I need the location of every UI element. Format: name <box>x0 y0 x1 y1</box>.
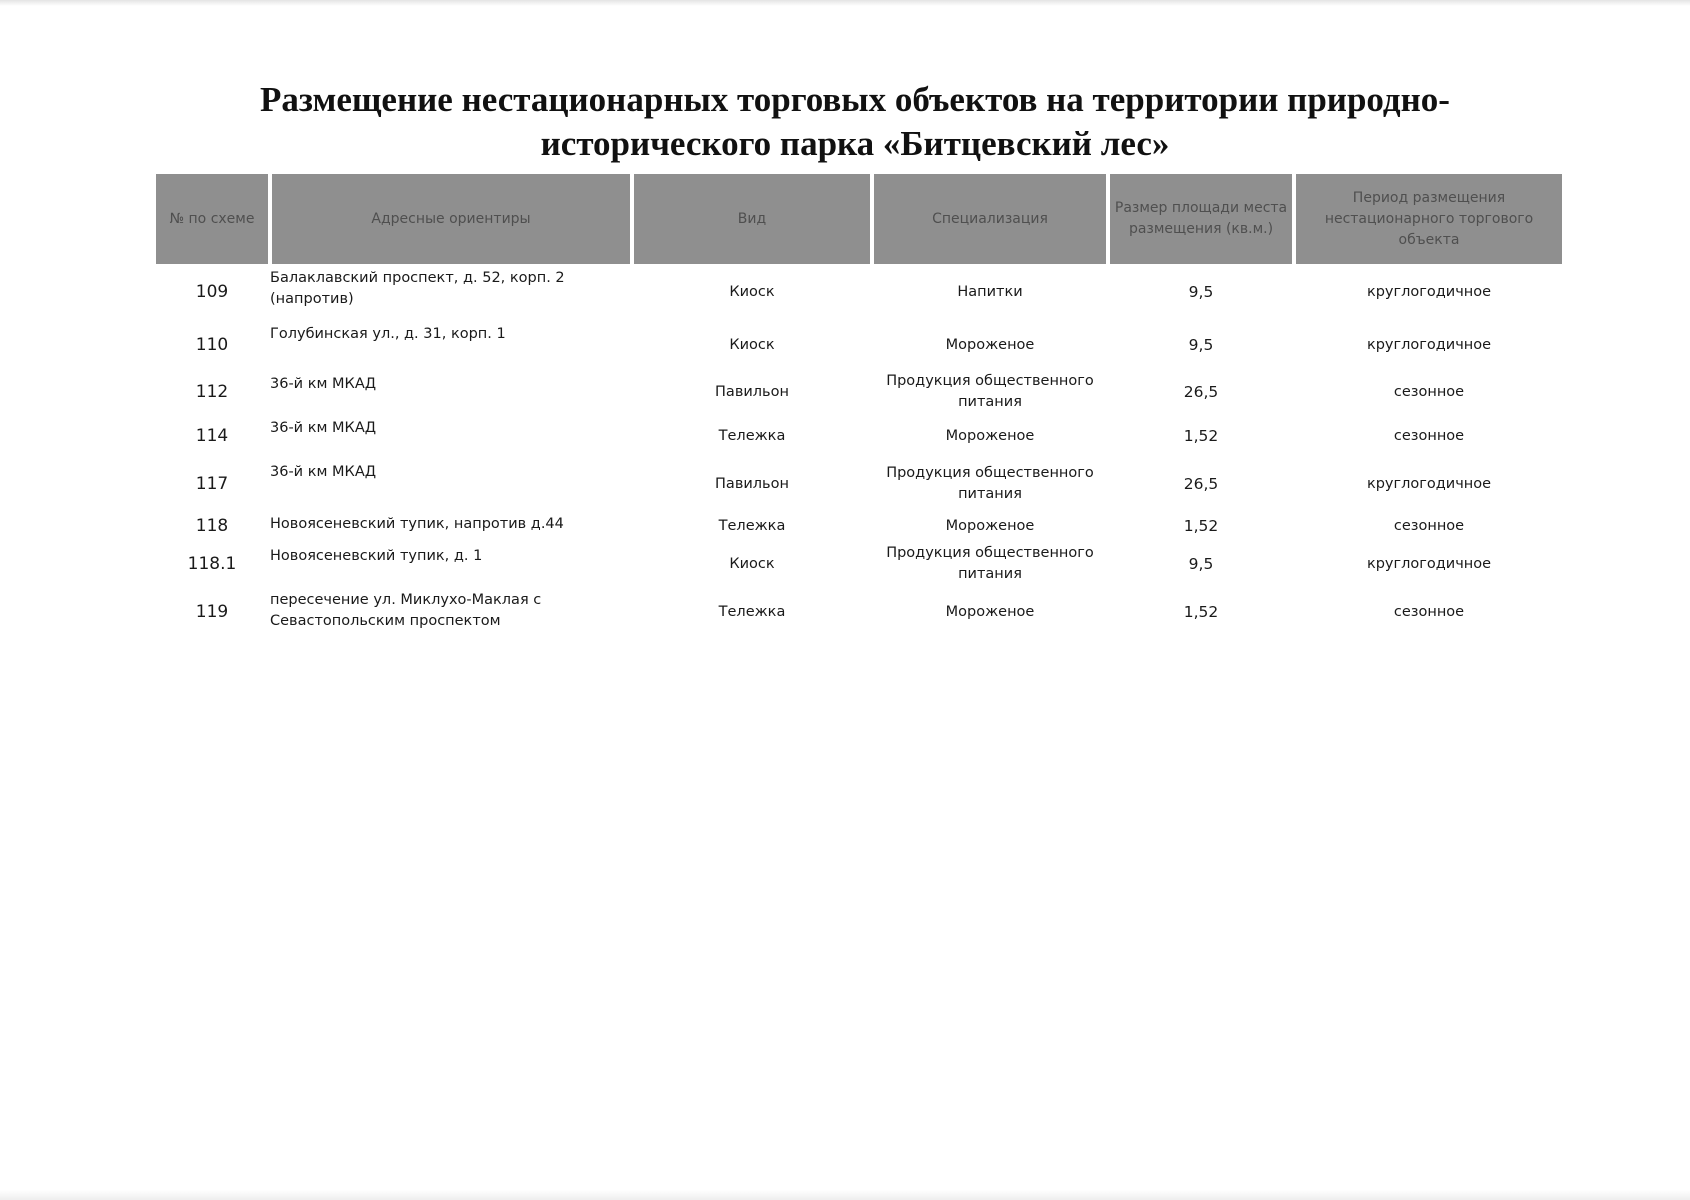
cell-period: сезонное <box>1393 603 1465 620</box>
cell-specialization: Мороженое <box>945 427 1035 444</box>
cell-specialization: Продукция общественного питания <box>886 465 1094 502</box>
table-body <box>156 264 1556 638</box>
cell-address: Новоясеневский тупик, д. 1 <box>270 548 483 564</box>
cell-type: Павильон <box>715 383 789 400</box>
table-row <box>156 414 1556 458</box>
cell-num: 119 <box>195 601 229 622</box>
table-row <box>156 458 1556 510</box>
cell-address: 36-й км МКАД <box>270 376 377 392</box>
header-specialization: Специализация <box>874 174 1106 264</box>
cell-num: 118 <box>195 515 229 536</box>
cell-period: круглогодичное <box>1366 555 1492 572</box>
cell-num: 117 <box>195 473 229 494</box>
cell-type: Тележка <box>718 517 786 534</box>
cell-specialization: Продукция общественного питания <box>886 373 1094 410</box>
scan-edge-top <box>0 0 1690 6</box>
cell-type: Киоск <box>729 283 775 300</box>
cell-type: Тележка <box>718 603 786 620</box>
cell-type: Киоск <box>729 336 775 353</box>
table-row <box>156 264 1556 320</box>
cell-area: 1,52 <box>1183 602 1219 621</box>
table-row <box>156 370 1556 414</box>
header-type: Вид <box>634 174 870 264</box>
cell-period: круглогодичное <box>1366 283 1492 300</box>
cell-period: сезонное <box>1393 383 1465 400</box>
cell-period: круглогодичное <box>1366 336 1492 353</box>
header-area: Размер площади места размещения (кв.м.) <box>1110 174 1292 264</box>
cell-num: 114 <box>195 425 229 446</box>
cell-period: сезонное <box>1393 427 1465 444</box>
table-row <box>156 320 1556 370</box>
cell-num: 109 <box>195 281 229 302</box>
cell-area: 9,5 <box>1188 282 1214 301</box>
cell-specialization: Продукция общественного питания <box>886 545 1094 582</box>
objects-table <box>156 174 1556 638</box>
cell-specialization: Мороженое <box>945 603 1035 620</box>
cell-address: пересечение ул. Миклухо-Маклая с Севастопольским проспектом <box>270 592 542 629</box>
cell-specialization: Мороженое <box>945 517 1035 534</box>
table-row <box>156 586 1556 638</box>
cell-address: Голубинская ул., д. 31, корп. 1 <box>270 326 506 342</box>
cell-type: Тележка <box>718 427 786 444</box>
cell-area: 1,52 <box>1183 516 1219 535</box>
cell-specialization: Мороженое <box>945 336 1035 353</box>
cell-type: Павильон <box>715 475 789 492</box>
cell-address: 36-й км МКАД <box>270 464 377 480</box>
header-address: Адресные ориентиры <box>272 174 630 264</box>
cell-address: Балаклавский проспект, д. 52, корп. 2 (напротив) <box>270 270 565 307</box>
title-line-2: исторического парка «Битцевский лес» <box>540 124 1170 163</box>
cell-type: Киоск <box>729 555 775 572</box>
cell-area: 9,5 <box>1188 335 1214 354</box>
cell-area: 26,5 <box>1183 382 1219 401</box>
table-header <box>156 174 1556 264</box>
cell-address: Новоясеневский тупик, напротив д.44 <box>270 516 564 532</box>
header-period: Период размещения нестационарного торгового объекта <box>1296 174 1562 264</box>
cell-area: 1,52 <box>1183 426 1219 445</box>
cell-area: 9,5 <box>1188 554 1214 573</box>
cell-specialization: Напитки <box>957 283 1023 300</box>
header-num: № по схеме <box>156 174 268 264</box>
cell-period: сезонное <box>1393 517 1465 534</box>
table-row <box>156 542 1556 586</box>
cell-address: 36-й км МКАД <box>270 420 377 436</box>
title-line-1: Размещение нестационарных торговых объектов на территории природно- <box>260 80 1450 119</box>
cell-area: 26,5 <box>1183 474 1219 493</box>
cell-num: 110 <box>195 334 229 355</box>
cell-period: круглогодичное <box>1366 475 1492 492</box>
page-title <box>200 78 1510 166</box>
cell-num: 112 <box>195 381 229 402</box>
table-row <box>156 510 1556 542</box>
cell-num: 118.1 <box>187 553 237 574</box>
scan-edge-bottom <box>0 1190 1690 1200</box>
